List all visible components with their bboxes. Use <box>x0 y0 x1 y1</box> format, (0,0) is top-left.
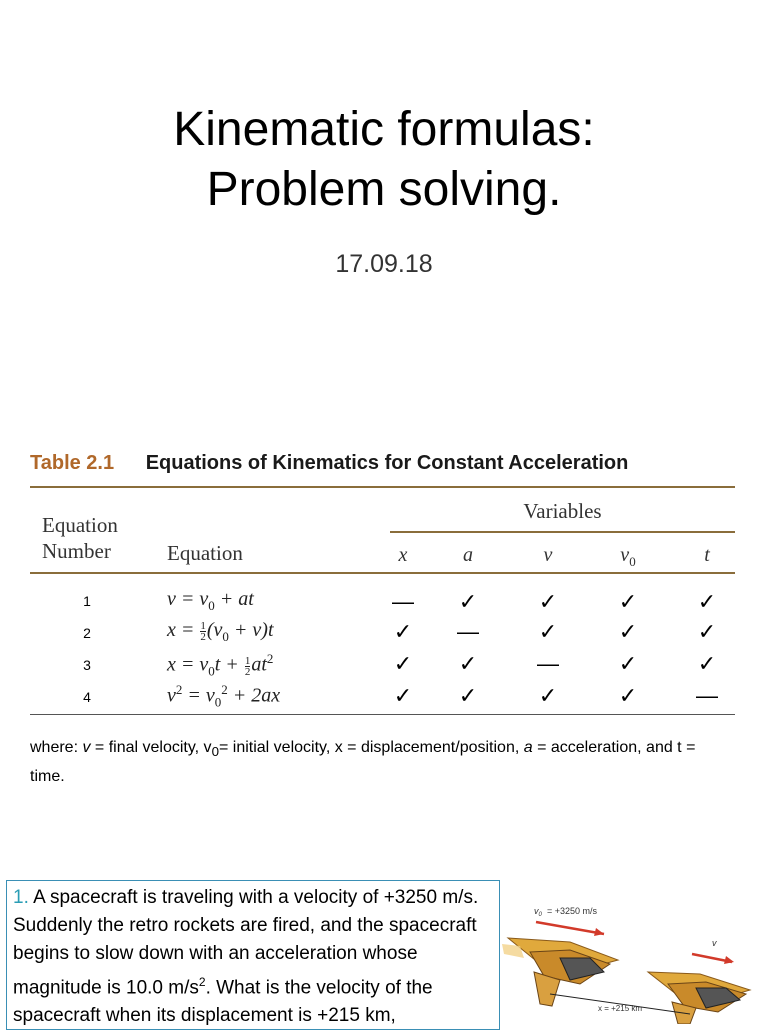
equation-2: x = $\frac{1}{2}$ $(v_0 + v)t$ <box>167 619 274 644</box>
var-header-t: t <box>704 544 710 566</box>
legend-prefix: where: <box>30 739 83 756</box>
table-caption <box>30 452 628 475</box>
row-number: 4 <box>83 689 91 705</box>
slide-title <box>0 100 768 220</box>
var-header-x: x <box>398 544 408 566</box>
x-label: x = +215 km <box>598 1004 643 1013</box>
cell-r4-v: ✓ <box>538 683 558 708</box>
variables-rule <box>390 531 735 533</box>
cell-r4-a: ✓ <box>458 683 478 708</box>
cell-r3-t: ✓ <box>697 651 717 676</box>
fraction-half: $\frac{1}{2}$ <box>200 619 206 643</box>
cell-r4-x: ✓ <box>393 683 413 708</box>
var-header-a: a <box>463 544 473 566</box>
velocity-arrow-1 <box>536 922 604 934</box>
legend-v: v <box>82 739 91 756</box>
row-number: 1 <box>83 593 91 609</box>
cell-r4-v0: ✓ <box>618 683 638 708</box>
problem-text-2: . What is the velocity of the spacecraft when its displacement is +215 km, <box>13 977 433 1027</box>
fraction-half: $\frac{1}{2}$ <box>244 654 251 678</box>
header-variables: Variables <box>523 499 602 523</box>
cell-r2-v0: ✓ <box>618 619 638 644</box>
header-equation-number <box>42 512 152 564</box>
cell-r3-v0: ✓ <box>618 651 638 676</box>
cell-r1-a: ✓ <box>458 589 478 614</box>
equation-4: $v^2 = v_0^2 + 2ax$ <box>167 682 281 710</box>
header-number-line1: Equation <box>42 513 118 537</box>
problem-text-1: A spacecraft is traveling with a velocity of +3250 m/s. Suddenly the retro rockets are fired, and the spacecraft begins to slow down with an acceleration whose magnitude is 10.0 m/s <box>13 887 479 999</box>
v0-symbol: $v_0$ <box>534 906 542 918</box>
cell-r3-a: ✓ <box>458 651 478 676</box>
row-number: 3 <box>83 657 91 673</box>
cell-r2-v: ✓ <box>538 619 558 644</box>
problem-sup: 2 <box>198 975 206 989</box>
velocity-arrowhead-2 <box>724 956 734 964</box>
cell-r2-x: ✓ <box>393 619 413 644</box>
spacecraft-illustration <box>500 880 768 1024</box>
cell-r1-v0: ✓ <box>618 589 638 614</box>
table-top-rule <box>30 486 735 488</box>
title-line-2: Problem solving. <box>206 163 562 216</box>
table-title: Equations of Kinematics for Constant Acceleration <box>145 452 629 474</box>
variable-legend <box>30 735 720 789</box>
cell-r3-x: ✓ <box>393 651 413 676</box>
v-label: v <box>712 938 717 948</box>
row-number: 2 <box>83 625 91 641</box>
problem-box <box>6 880 500 1030</box>
var-header-v: v <box>543 544 553 566</box>
equation-3: $x = v_0t$ + $\frac{1}{2}$ $at^2$ <box>167 651 274 679</box>
cell-r4-t: — <box>696 683 718 708</box>
cell-r2-t: ✓ <box>697 619 717 644</box>
header-equation: Equation <box>167 541 243 565</box>
legend-a-def: = acceleration, and t = time. <box>30 739 696 786</box>
cell-r1-x: — <box>392 589 414 614</box>
cell-r1-v: ✓ <box>538 589 558 614</box>
table-bottom-rule <box>30 714 735 715</box>
problem-number: 1. <box>13 887 29 908</box>
equation-1: $v = v_0$ + at <box>167 588 254 613</box>
spacecraft-2-icon <box>648 972 750 1024</box>
legend-a: a <box>523 739 533 756</box>
cell-r3-v: — <box>537 651 559 676</box>
var-header-v0: $v_0$ <box>620 544 636 569</box>
legend-v0-sub: 0 <box>211 744 219 760</box>
title-line-1: Kinematic formulas: <box>173 103 595 156</box>
legend-v0-def: = initial velocity, x = displacement/position, <box>218 739 524 756</box>
cell-r2-a: — <box>457 619 479 644</box>
table-header-rule <box>30 572 735 574</box>
header-number-line2: Number <box>42 539 111 563</box>
table-label: Table 2.1 <box>30 452 115 474</box>
spacecraft-svg <box>500 880 768 1024</box>
legend-v-def: = final velocity, v <box>90 739 212 756</box>
cell-r1-t: ✓ <box>697 589 717 614</box>
slide-date: 17.09.18 <box>335 250 433 278</box>
v0-label: = +3250 m/s <box>547 906 598 916</box>
